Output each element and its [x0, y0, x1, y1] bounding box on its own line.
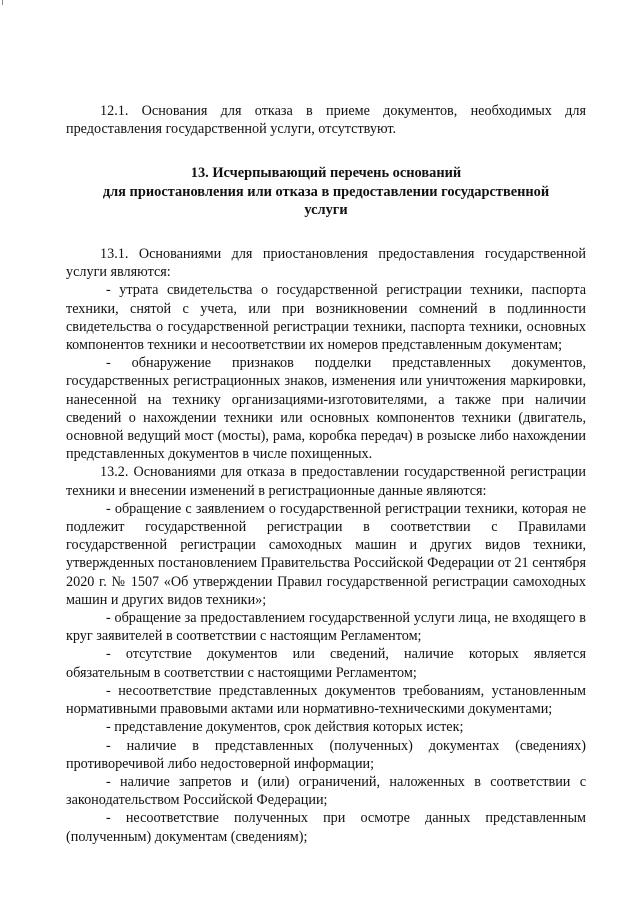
paragraph-13-1: 13.1. Основаниями для приостановления предоставления государственной услуги являются: [66, 246, 586, 281]
list-item: - обращение с заявлением о государственной регистрации техники, которая не подлежит государственной регистрации в соответствии с Правилами государственной регистрации самоходных машин и других видов техники, утвержденных постановлением Правительства Российской Федерации от 21 сентября 2020 г. № 1507 «Об утверждении Правил государственной регистрации самоходных машин и других видов техники»; [66, 500, 586, 608]
section-title-line-1: 13. Исчерпывающий перечень оснований [190, 165, 462, 182]
scan-mark [2, 0, 3, 5]
paragraph-12-1: 12.1. Основания для отказа в приеме документов, необходимых для предоставления государственной услуги, отсутствуют. [66, 103, 586, 138]
list-item: - представление документов, срок действия которых истек; [106, 719, 464, 736]
list-item: - обнаружение признаков подделки представленных документов, государственных регистрационных знаков, изменения или уничтожения маркировки, нанесенной на технику организациями-изготовителями, а также при наличии сведений о нахождении техники или основных компонентов техники (двигатель, основной ведущий мост (мосты), рама, коробка передач) в розыске либо нахождении представленных документов в числе похищенных. [66, 355, 586, 463]
paragraph-13-2: 13.2. Основаниями для отказа в предоставлении государственной регистрации техники и внесении изменений в регистрационные данные являются: [66, 464, 586, 499]
list-item: - обращение за предоставлением государственной услуги лица, не входящего в круг заявителей в соответствии с настоящим Регламентом; [66, 610, 586, 645]
list-item: - наличие в представленных (полученных) документах (сведениях) противоречивой либо недостоверной информации; [66, 737, 586, 772]
section-title [66, 164, 586, 219]
document-body [66, 102, 586, 846]
list-item: - несоответствие представленных документов требованиям, установленным нормативными правовыми актами или нормативно-техническими документами; [66, 682, 586, 718]
list-item: - наличие запретов и (или) ограничений, наложенных в соответствии с законодательством Российской Федерации; [66, 773, 586, 809]
section-title-line-2: для приостановления или отказа в предоставлении государственной [102, 183, 550, 200]
list-item: - отсутствие документов или сведений, наличие которых является обязательным в соответствии с настоящими Регламентом; [66, 646, 586, 681]
list-item: - несоответствие полученных при осмотре данных представленным (полученным) документам (сведениям); [66, 810, 586, 845]
section-title-line-3: услуги [304, 201, 348, 218]
list-item: - утрата свидетельства о государственной регистрации техники, паспорта техники, снятой с учета, или при возникновении сомнений в подлинности свидетельства о государственной регистрации техники, паспорта техники, основных компонентов техники и несоответствии их номеров представленным документам; [66, 282, 586, 354]
